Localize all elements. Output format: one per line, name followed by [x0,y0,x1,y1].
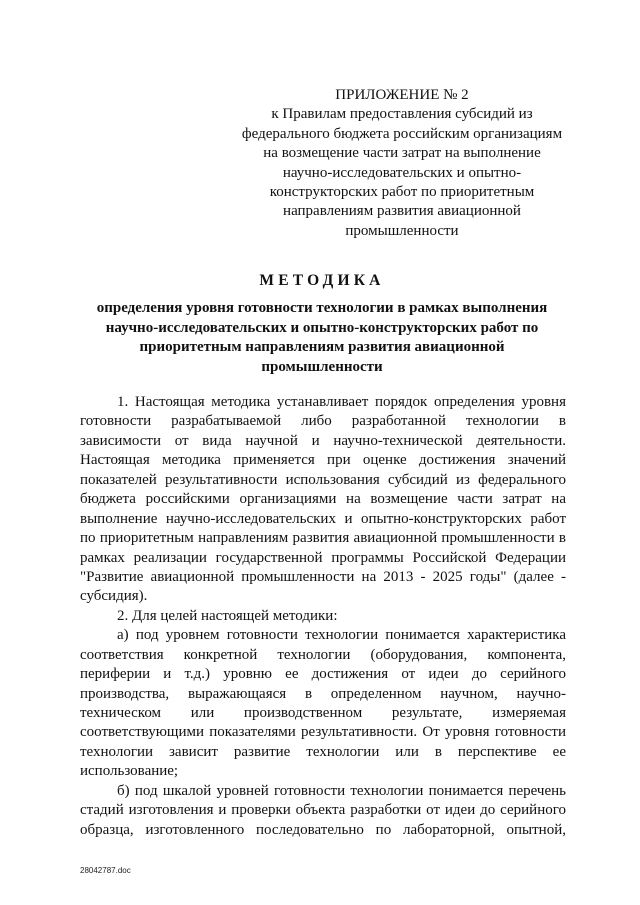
appendix-number: ПРИЛОЖЕНИЕ № 2 [335,87,469,103]
paragraph-1-line: зависимости от вида научной и научно-технической деятельности. [80,432,566,449]
paragraph-b-line: б) под шкалой уровней готовности технологии понимается перечень [117,782,566,799]
footer-filename: 28042787.doc [80,866,131,875]
appendix-line: направлениям развития авиационной [283,203,521,220]
paragraph-a-line: техническом или производственном результате, измеряемая [80,705,566,721]
subtitle-line: приоритетным направлениям развития авиационной [139,339,505,356]
document-title: МЕТОДИКА [259,272,385,289]
subtitle-line: промышленности [261,358,383,375]
paragraph-a-line: технологии зависит развитие технологии или в перспективе ее [80,743,566,760]
paragraph-1-line: субсидия). [80,588,148,605]
appendix-line: конструкторских работ по приоритетным [269,184,535,201]
appendix-line: федерального бюджета российским организациям [241,125,563,142]
paragraph-1-line: 1. Настоящая методика устанавливает порядок определения уровня [117,394,566,410]
paragraph-b-line: образца, изготовленного последовательно по лабораторной, опытной, [80,821,566,838]
paragraph-1-line: рамках реализации государственной программы Российской Федерации [80,549,566,566]
appendix-header [232,86,572,241]
paragraph-a-line: соответствия конкретной технологии (оборудования, компонента, [80,646,566,663]
paragraph-a-line: использование; [80,763,179,780]
paragraph-1-line: выполнение научно-исследовательских и опытно-конструкторских работ [80,510,566,527]
subtitle-line: научно-исследовательских и опытно-конструкторских работ по [105,319,539,336]
paragraph-1-line: бюджета российскими организациями на возмещение части затрат на [80,491,566,508]
paragraph-a-line: а) под уровнем готовности технологии понимается характеристика [117,627,566,644]
paragraph-b-line: стадий изготовления и проверки объекта разработки от идеи до серийного [80,802,566,819]
paragraph-a-line: периферии и т.д.) уровню ее достижения от идеи до серийного [80,666,566,683]
paragraph-1-line: по приоритетным направлениям развития авиационной промышленности в [80,530,566,547]
paragraph-1-line: готовности разрабатываемой либо разработанной технологии в [80,413,566,430]
paragraph-1-line: "Развитие авиационной промышленности на 2013 - 2025 годы" (далее - [80,568,566,585]
paragraph-1-line: Настоящая методика применяется при оценке достижения значений [80,452,566,469]
appendix-line: научно-исследовательских и опытно- [282,164,522,181]
subtitle-line: определения уровня готовности технологии в рамках выполнения [96,300,548,316]
document-subtitle [80,299,564,377]
appendix-line: к Правилам предоставления субсидий из [271,106,533,123]
appendix-line: промышленности [345,222,459,239]
paragraph-2-line: 2. Для целей настоящей методики: [117,607,338,624]
paragraph-a-line: соответствующими показателями результативности. От уровня готовности [80,724,566,741]
paragraph-a-line: производства, выражающаяся в определенном научном, научно- [80,685,566,702]
document-body [80,393,566,840]
appendix-line: на возмещение части затрат на выполнение [263,145,541,162]
paragraph-1-line: показателей результативности использования субсидий из федерального [80,471,566,488]
